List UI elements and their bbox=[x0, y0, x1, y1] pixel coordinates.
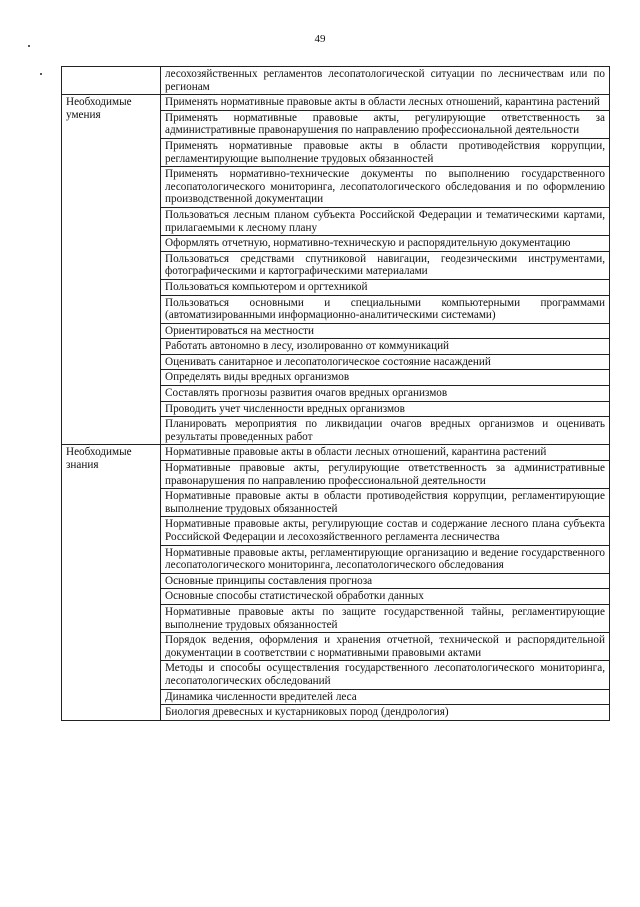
item-cell: Работать автономно в лесу, изолированно от коммуникаций bbox=[161, 339, 610, 355]
scan-speck bbox=[40, 73, 42, 75]
item-cell: лесохозяйственных регламентов лесопатологической ситуации по лесничествам или по регионам bbox=[161, 67, 610, 95]
item-cell: Применять нормативные правовые акты в области лесных отношений, карантина растений bbox=[161, 95, 610, 111]
item-cell: Нормативные правовые акты в области противодействия коррупции, регламентирующие выполнение трудовых обязанностей bbox=[161, 489, 610, 517]
table-row bbox=[62, 95, 610, 111]
category-cell: Необходимые знания bbox=[62, 445, 161, 720]
item-cell: Оформлять отчетную, нормативно-техническую и распорядительную документацию bbox=[161, 236, 610, 252]
item-cell: Проводить учет численности вредных организмов bbox=[161, 401, 610, 417]
item-cell: Основные принципы составления прогноза bbox=[161, 573, 610, 589]
item-cell: Нормативные правовые акты в области лесных отношений, карантина растений bbox=[161, 445, 610, 461]
category-cell bbox=[62, 67, 161, 95]
table-row bbox=[62, 445, 610, 461]
requirements-table-body bbox=[62, 67, 610, 721]
item-cell: Пользоваться компьютером и оргтехникой bbox=[161, 279, 610, 295]
item-cell: Основные способы статистической обработки данных bbox=[161, 589, 610, 605]
item-cell: Нормативные правовые акты, регулирующие ответственность за административные правонарушения по направлению профессиональной деятельности bbox=[161, 461, 610, 489]
item-cell: Пользоваться лесным планом субъекта Российской Федерации и тематическими картами, прилагаемыми к лесному плану bbox=[161, 207, 610, 235]
item-cell: Нормативные правовые акты по защите государственной тайны, регламентирующие выполнение трудовых обязанностей bbox=[161, 604, 610, 632]
item-cell: Применять нормативные правовые акты, регулирующие ответственность за административные правонарушения по направлению профессиональной деятельности bbox=[161, 110, 610, 138]
item-cell: Нормативные правовые акты, регулирующие состав и содержание лесного плана субъекта Российской Федерации и лесохозяйственного регламента лесничества bbox=[161, 517, 610, 545]
item-cell: Порядок ведения, оформления и хранения отчетной, технической и распорядительной документации в соответствии с нормативными правовыми актами bbox=[161, 633, 610, 661]
item-cell: Нормативные правовые акты, регламентирующие организацию и ведение государственного лесопатологического мониторинга, лесопатологического обследования bbox=[161, 545, 610, 573]
item-cell: Биология древесных и кустарниковых пород (дендрология) bbox=[161, 705, 610, 721]
table-row bbox=[62, 67, 610, 95]
item-cell: Определять виды вредных организмов bbox=[161, 370, 610, 386]
item-cell: Динамика численности вредителей леса bbox=[161, 689, 610, 705]
requirements-table bbox=[61, 66, 610, 721]
page-number: 49 bbox=[314, 33, 326, 45]
item-cell: Пользоваться основными и специальными компьютерными программами (автоматизированными информационно-аналитическими системами) bbox=[161, 295, 610, 323]
item-cell: Методы и способы осуществления государственного лесопатологического мониторинга, лесопатологических обследований bbox=[161, 661, 610, 689]
item-cell: Применять нормативно-технические документы по выполнению государственного лесопатологического мониторинга, лесопатологического обследования и по оформлению производственной документации bbox=[161, 167, 610, 208]
item-cell: Пользоваться средствами спутниковой навигации, геодезическими инструментами, фотографическими и картографическими материалами bbox=[161, 251, 610, 279]
item-cell: Применять нормативные правовые акты в области противодействия коррупции, регламентирующие выполнение трудовых обязанностей bbox=[161, 138, 610, 166]
item-cell: Ориентироваться на местности bbox=[161, 323, 610, 339]
item-cell: Оценивать санитарное и лесопатологическое состояние насаждений bbox=[161, 354, 610, 370]
scan-speck bbox=[28, 45, 30, 47]
category-cell: Необходимые умения bbox=[62, 95, 161, 445]
item-cell: Планировать мероприятия по ликвидации очагов вредных организмов и оценивать результаты проведенных работ bbox=[161, 417, 610, 445]
item-cell: Составлять прогнозы развития очагов вредных организмов bbox=[161, 386, 610, 402]
